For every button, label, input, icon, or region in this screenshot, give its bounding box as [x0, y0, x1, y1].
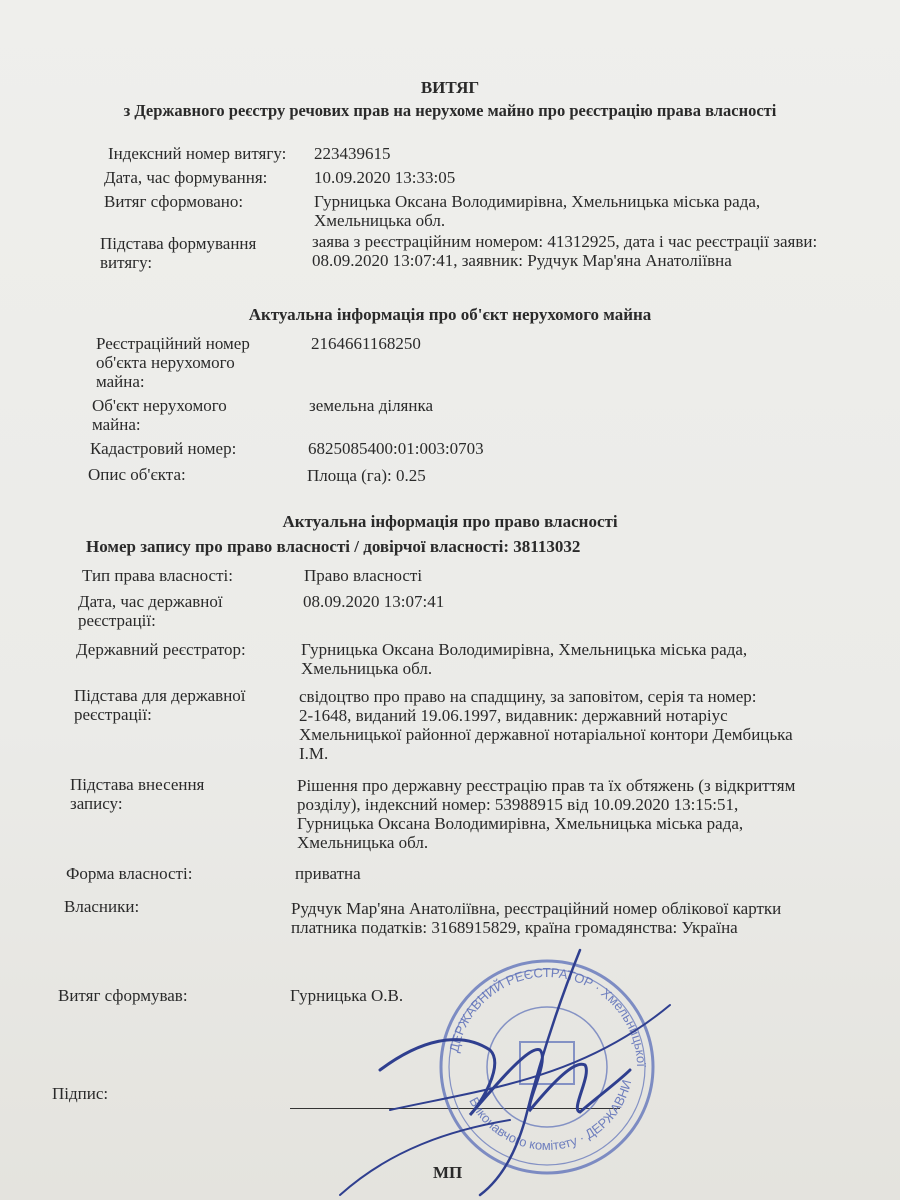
- index-number-value: 223439615: [314, 144, 391, 163]
- record-basis-value: Рішення про державну реєстрацію прав та їх обтяжень (з відкриттям розділу), індексний номер: 53988915 від 10.09.2020 13:15:51, Гурницька Оксана Володимирівна, Хмельницька міська рада, Хмельницька обл.: [297, 776, 796, 852]
- signature-scribble: [330, 930, 690, 1200]
- index-number-label: Індексний номер витягу:: [108, 144, 287, 163]
- object-type-value: земельна ділянка: [309, 396, 434, 415]
- stamp-text-bottom: Виконавчого комітету · ДЕРЖАВНИ: [466, 1078, 635, 1153]
- cadastral-number-label: Кадастровий номер:: [90, 439, 237, 458]
- stamp-text-top: ДЕРЖАВНИЙ РЕЄСТРАТОР · Хмельницької: [446, 964, 650, 1068]
- formed-by-footer-value: Гурницька О.В.: [290, 986, 404, 1005]
- document-title: ВИТЯГ: [420, 78, 480, 97]
- ownership-record-number: Номер запису про право власності / довірчої власності: 38113032: [86, 537, 581, 556]
- formed-by-label: Витяг сформовано:: [104, 192, 244, 211]
- formed-by-value: Гурницька Оксана Володимирівна, Хмельницька міська рада, Хмельницька обл.: [314, 192, 761, 230]
- owners-value: Рудчук Мар'яна Анатоліївна, реєстраційний номер облікової картки платника податків: 3168915829, країна громадянства: Україна: [291, 899, 782, 937]
- registration-basis-value: свідоцтво про право на спадщину, за заповітом, серія та номер: 2-1648, виданий 19.06.1997, видавник: державний нотаріус Хмельницької районної державної нотаріальної контори Дембицька І.М.: [299, 687, 793, 763]
- formation-basis-label: Підстава формування витягу:: [100, 234, 257, 272]
- registration-datetime-label: Дата, час державної реєстрації:: [78, 592, 223, 630]
- object-regnum-label: Реєстраційний номер об'єкта нерухомого майна:: [96, 334, 250, 391]
- state-registrar-label: Державний реєстратор:: [76, 640, 246, 659]
- object-description-value: Площа (га): 0.25: [307, 466, 426, 485]
- owners-label: Власники:: [64, 897, 140, 916]
- record-basis-label: Підстава внесення запису:: [70, 775, 205, 813]
- object-section-heading: Актуальна інформація про об'єкт нерухомого майна: [248, 305, 652, 324]
- document-subtitle: з Державного реєстру речових прав на нерухоме майно про реєстрацію права власності: [123, 101, 777, 120]
- state-registrar-value: Гурницька Оксана Володимирівна, Хмельницька міська рада, Хмельницька обл.: [301, 640, 748, 678]
- ownership-section-heading: Актуальна інформація про право власності: [282, 512, 618, 531]
- ownership-form-value: приватна: [295, 864, 361, 883]
- ownership-type-value: Право власності: [304, 566, 423, 585]
- ownership-type-label: Тип права власності:: [82, 566, 233, 585]
- formed-by-footer-label: Витяг сформував:: [58, 986, 188, 1005]
- object-regnum-value: 2164661168250: [311, 334, 421, 353]
- formed-datetime-label: Дата, час формування:: [104, 168, 268, 187]
- formation-basis-value: заява з реєстраційним номером: 41312925, дата і час реєстрації заяви: 08.09.2020 13:07:41, заявник: Рудчук Мар'яна Анатоліївна: [312, 232, 818, 270]
- object-type-label: Об'єкт нерухомого майна:: [92, 396, 227, 434]
- object-description-label: Опис об'єкта:: [88, 465, 186, 484]
- registration-basis-label: Підстава для державної реєстрації:: [74, 686, 246, 724]
- formed-datetime-value: 10.09.2020 13:33:05: [314, 168, 456, 187]
- cadastral-number-value: 6825085400:01:003:0703: [308, 439, 484, 458]
- mp-label: МП: [433, 1163, 463, 1182]
- ownership-form-label: Форма власності:: [66, 864, 193, 883]
- signature-label: Підпис:: [52, 1084, 109, 1103]
- registration-datetime-value: 08.09.2020 13:07:41: [303, 592, 445, 611]
